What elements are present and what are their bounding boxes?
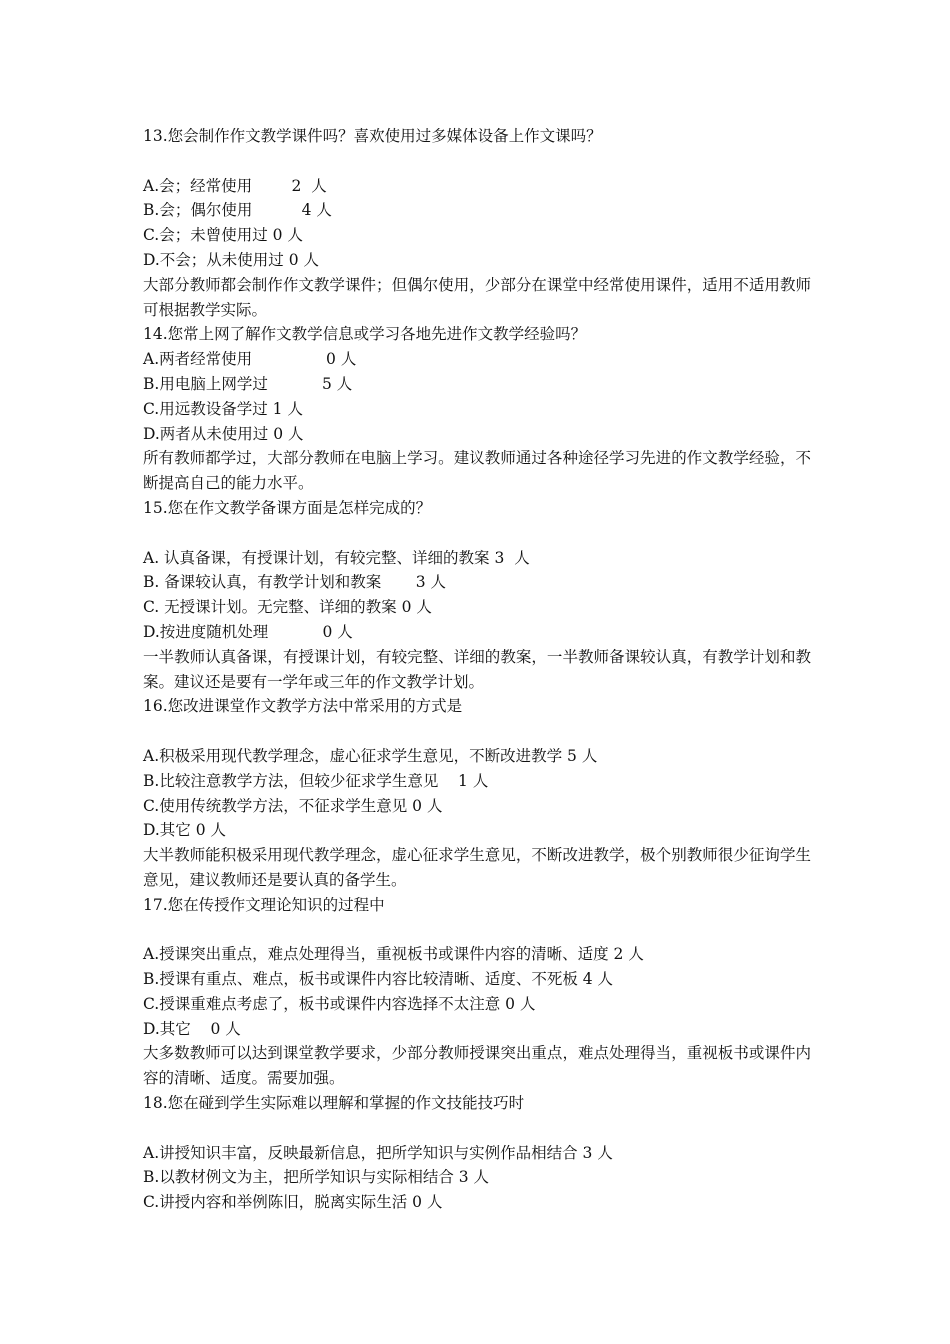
answer-option: D.其它 0 人 <box>143 1019 241 1038</box>
question-title: 15.您在作文教学备课方面是怎样完成的？ <box>143 498 432 517</box>
blank-line <box>143 719 811 744</box>
answer-option: A.会；经常使用 2 人 <box>143 176 327 195</box>
answer-option: B.会；偶尔使用 4 人 <box>143 201 332 220</box>
question-block <box>143 1091 811 1215</box>
answer-option: C.讲授内容和举例陈旧，脱离实际生活 0 人 <box>143 1193 443 1212</box>
answer-option: D.按进度随机处理 0 人 <box>143 622 353 641</box>
analysis-comment: 大半教师能积极采用现代教学理念，虚心征求学生意见，不断改进教学，极个别教师很少征询学生意见，建议教师还是要认真的备学生。 <box>143 846 811 889</box>
analysis-comment: 大多数教师可以达到课堂教学要求，少部分教师授课突出重点，难点处理得当，重视板书或课件内容的清晰、适度。需要加强。 <box>143 1044 811 1088</box>
question-title: 17.您在传授作文理论知识的过程中 <box>143 895 385 914</box>
answer-option: A. 认真备课，有授课计划，有较完整、详细的教案 3 人 <box>143 548 530 567</box>
answer-option: A.两者经常使用 0 人 <box>143 350 357 369</box>
question-block <box>143 496 811 694</box>
answer-option: D.不会；从未使用过 0 人 <box>143 250 320 269</box>
question-block <box>143 322 811 496</box>
answer-option: B. 备课较认真，有教学计划和教案 3 人 <box>143 573 447 592</box>
survey-text-body <box>143 124 811 1215</box>
answer-option: C.授课重难点考虑了，板书或课件内容选择不太注意 0 人 <box>143 994 536 1013</box>
question-block <box>143 694 811 892</box>
analysis-comment: 一半教师认真备课，有授课计划，有较完整、详细的教案，一半教师备课较认真，有教学计划和教案。建议还是要有一学年或三年的作文教学计划。 <box>143 647 811 691</box>
answer-option: A.积极采用现代教学理念，虚心征求学生意见，不断改进教学 5 人 <box>143 746 598 765</box>
answer-option: C.用远教设备学过 1 人 <box>143 399 303 418</box>
blank-line <box>143 149 811 174</box>
answer-option: D.两者从未使用过 0 人 <box>143 424 304 443</box>
answer-option: D.其它 0 人 <box>143 821 227 840</box>
answer-option: C.使用传统教学方法，不征求学生意见 0 人 <box>143 796 443 815</box>
question-title: 16.您改进课堂作文教学方法中常采用的方式是 <box>143 697 463 716</box>
answer-option: A.授课突出重点，难点处理得当，重视板书或课件内容的清晰、适度 2 人 <box>143 945 644 964</box>
answer-option: B.比较注意教学方法，但较少征求学生意见 1 人 <box>143 771 489 790</box>
answer-option: A.讲授知识丰富，反映最新信息，把所学知识与实例作品相结合 3 人 <box>143 1143 613 1162</box>
analysis-comment: 大部分教师都会制作作文教学课件；但偶尔使用，少部分在课堂中经常使用课件，适用不适用教师可根据教学实际。 <box>143 275 811 319</box>
question-title: 18.您在碰到学生实际难以理解和掌握的作文技能技巧时 <box>143 1094 525 1113</box>
answer-option: B.授课有重点、难点，板书或课件内容比较清晰、适度、不死板 4 人 <box>143 970 614 989</box>
answer-option: B.以教材例文为主，把所学知识与实际相结合 3 人 <box>143 1168 490 1187</box>
question-block <box>143 893 811 1091</box>
question-title: 13.您会制作作文教学课件吗？喜欢使用过多媒体设备上作文课吗？ <box>143 127 602 145</box>
answer-option: B.用电脑上网学过 5 人 <box>143 374 353 393</box>
blank-line <box>143 521 811 546</box>
answer-option: C.会；未曾使用过 0 人 <box>143 226 303 245</box>
blank-line <box>143 1116 811 1141</box>
question-block <box>143 124 811 322</box>
question-title: 14.您常上网了解作文教学信息或学习各地先进作文教学经验吗？ <box>143 325 587 344</box>
blank-line <box>143 918 811 943</box>
answer-option: C. 无授课计划。无完整、详细的教案 0 人 <box>143 598 432 617</box>
analysis-comment: 所有教师都学过，大部分教师在电脑上学习。建议教师通过各种途径学习先进的作文教学经验，不断提高自己的能力水平。 <box>143 449 811 493</box>
